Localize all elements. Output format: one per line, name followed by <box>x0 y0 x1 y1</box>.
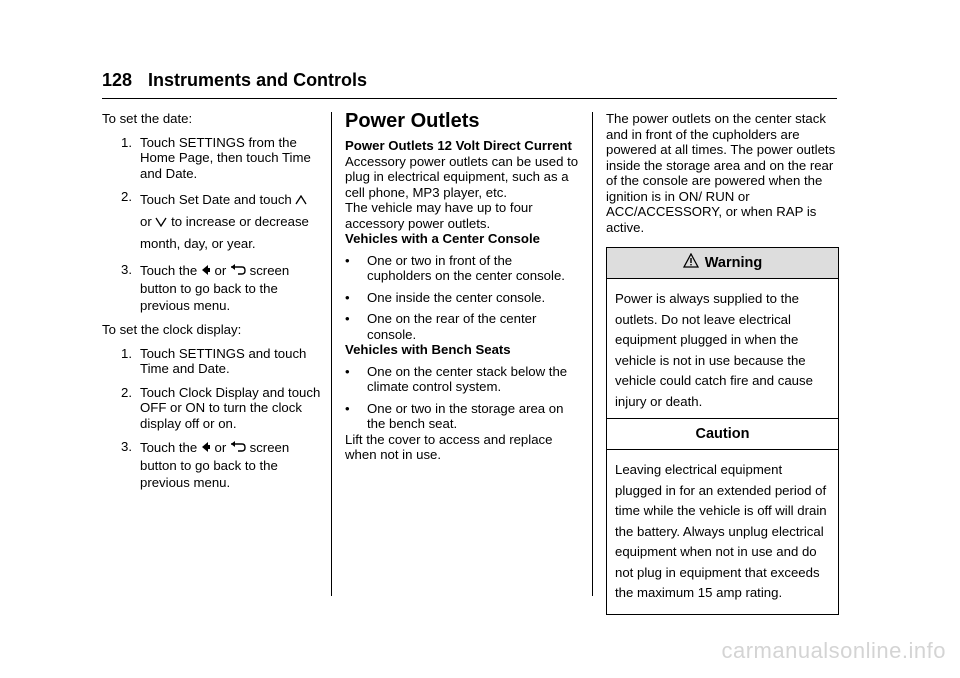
clock-step-2: 2. Touch Clock Display and touch OFF or ON to turn the clock display off or on. <box>121 384 321 431</box>
paragraph: Lift the cover to access and replace when not in use. <box>345 431 553 462</box>
date-intro: To set the date: <box>102 111 193 126</box>
caution-title: Caution <box>607 419 838 450</box>
bullet-icon: • <box>345 400 350 416</box>
date-step-3: 3. Touch the or screen button to go back to the previous menu. <box>121 262 290 314</box>
back-arrow-icon <box>201 440 211 457</box>
list-item: • One on the rear of the center console. <box>345 311 537 342</box>
clock-step-1: 1. Touch SETTINGS and touch Time and Date. <box>121 345 307 377</box>
column-3 <box>606 111 838 235</box>
page-header <box>102 70 367 91</box>
list-item: • One or two in front of the cupholders on the center console. <box>345 252 565 283</box>
clock-step-3: 3. Touch the or screen button to go back to the previous menu. <box>121 439 290 491</box>
list-item: • One or two in the storage area on the bench seat. <box>345 400 564 431</box>
warning-title: Warning <box>704 255 763 271</box>
clock-intro: To set the clock display: <box>102 322 242 338</box>
watermark: carmanualsonline.info <box>721 638 946 663</box>
column-2 <box>345 110 580 463</box>
date-step-1: 1. Touch SETTINGS from the Home Page, then touch Time and Date. <box>121 134 311 181</box>
warning-text: Power is always supplied to the outlets. Do not leave electrical equipment plugged in when the vehicle is not in use because the vehicle could catch fire and cause injury or death. <box>615 291 813 409</box>
bench-heading: Vehicles with Bench Seats <box>345 342 511 357</box>
caution-box <box>606 418 839 615</box>
page-number: 128 <box>102 70 133 90</box>
section-title: Instruments and Controls <box>148 70 368 90</box>
return-icon <box>230 440 246 457</box>
column-1 <box>102 111 324 491</box>
paragraph: The vehicle may have up to four accessory power outlets. <box>345 200 533 231</box>
bullet-icon: • <box>345 252 350 268</box>
header-rule <box>102 98 837 99</box>
paragraph: Accessory power outlets can be used to plug in electrical equipment, such as a cell phone, MP3 player, etc. <box>345 153 579 200</box>
bullet-icon: • <box>345 289 350 305</box>
console-heading: Vehicles with a Center Console <box>345 231 540 246</box>
bullet-icon: • <box>345 363 350 379</box>
date-step-2: 2. Touch Set Date and touch or to increase or decrease month, day, or year. <box>121 189 309 252</box>
list-item: • One on the center stack below the climate control system. <box>345 363 568 394</box>
caution-text: Leaving electrical equipment plugged in for an extended period of time while the vehicle is off will drain the battery. Always unplug electrical equipment when not in use and do not plug in equipment that exceeds the maximum 15 amp rating. <box>615 462 827 600</box>
column-divider-2 <box>592 112 593 596</box>
chevron-up-icon <box>295 190 307 211</box>
subsection-heading: Power Outlets 12 Volt Direct Current <box>345 138 572 153</box>
warning-box <box>606 247 839 423</box>
column-divider-1 <box>331 112 332 596</box>
list-item: • One inside the center console. <box>345 289 546 305</box>
bullet-icon: • <box>345 311 350 326</box>
warning-icon <box>683 253 699 273</box>
return-icon <box>230 263 246 280</box>
back-arrow-icon <box>201 263 211 280</box>
paragraph: The power outlets on the center stack and in front of the cupholders are powered at all times. The power outlets inside the storage area and on the rear of the console are powered when the ignition is in ON/ RUN or ACC/ACCESSORY, or when RAP is active. <box>606 111 836 235</box>
section-heading: Power Outlets <box>345 110 480 132</box>
chevron-down-icon <box>155 212 167 233</box>
